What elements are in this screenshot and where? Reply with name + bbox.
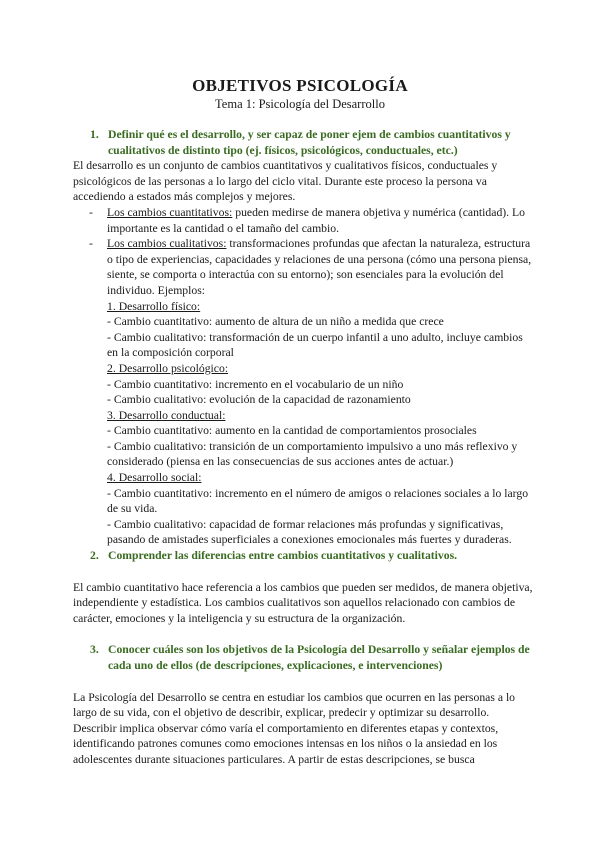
section-heading-text: Comprender las diferencias entre cambios cuantitativos y cualitativos. bbox=[108, 549, 458, 563]
section-number: 2. bbox=[90, 549, 99, 563]
section-2-heading bbox=[73, 548, 533, 564]
bullet-label: Los cambios cuantitativos: bbox=[107, 205, 233, 219]
example-label: 2. Desarrollo psicológico: bbox=[107, 361, 229, 375]
example-line: - Cambio cuantitativo: aumento de altura de un niño a medida que crece bbox=[107, 315, 444, 329]
bullet-quantitative bbox=[73, 205, 533, 236]
section-3-heading bbox=[73, 642, 533, 673]
bullet-dash: - bbox=[89, 237, 93, 251]
example-label: 3. Desarrollo conductual: bbox=[107, 408, 226, 422]
example-line: - Cambio cuantitativo: incremento en el número de amigos o relaciones sociales a lo largo de su vida. bbox=[107, 486, 529, 516]
bullet-text: pueden medirse de manera objetiva y numérica (cantidad). Lo importante es la cantidad o el tamaño del cambio. bbox=[107, 205, 526, 235]
example-social bbox=[73, 470, 533, 548]
example-label: 1. Desarrollo físico: bbox=[107, 299, 201, 313]
bullet-qualitative bbox=[73, 236, 533, 298]
example-physical bbox=[73, 299, 533, 361]
bullet-label: Los cambios cualitativos: bbox=[107, 237, 227, 251]
example-behavioral bbox=[73, 408, 533, 470]
section-3-body: La Psicología del Desarrollo se centra en estudiar los cambios que ocurren en las personas a lo largo de su vida, con el objetivo de describir, explicar, predecir y optimizar su desarrollo. Describir implica observar cómo varía el comportamiento en diferentes etapas y contextos, identificando patrones comunes como emociones intensas en los niños o la ansiedad en los adolescentes durante situaciones particulares. A partir de estas descripciones, se busca bbox=[73, 690, 516, 766]
section-1-heading bbox=[73, 127, 533, 158]
section-heading-text: Conocer cuáles son los objetivos de la Psicología del Desarrollo y señalar ejemplos de cada uno de ellos (de descripciones, explicaciones, e intervenciones) bbox=[108, 643, 530, 672]
example-line: - Cambio cuantitativo: aumento en la cantidad de comportamientos prosociales bbox=[107, 424, 477, 438]
section-1-intro: El desarrollo es un conjunto de cambios cuantitativos y cualitativos físicos, conductuales y psicológicos de las personas a lo largo del ciclo vital. Durante este proceso la persona va accediendo a estados más complejos y mejores. bbox=[73, 159, 498, 204]
example-line: - Cambio cuantitativo: incremento en el vocabulario de un niño bbox=[107, 377, 404, 391]
section-2-body: El cambio cuantitativo hace referencia a los cambios que pueden ser medidos, de manera objetiva, independiente y estadística. Los cambios cualitativos son aquellos relacionado con cambios de carácter, emociones y la inteligencia y su estructura de la organización. bbox=[73, 580, 533, 625]
example-label: 4. Desarrollo social: bbox=[107, 471, 202, 485]
example-line: - Cambio cualitativo: capacidad de formar relaciones más profundas y significativas, pasando de amistades superficiales a conexiones emocionales más fuertes y duraderas. bbox=[107, 517, 512, 547]
bullet-dash: - bbox=[89, 205, 93, 219]
document-body bbox=[73, 127, 533, 768]
section-number: 1. bbox=[90, 128, 99, 141]
example-line: - Cambio cualitativo: transición de un comportamiento impulsivo a uno más reflexivo y considerado (piensa en las consecuencias de sus acciones antes de actuar.) bbox=[107, 439, 518, 469]
section-heading-text: Definir qué es el desarrollo, y ser capaz de poner ejem de cambios cuantitativos y cualitativos de distinto tipo (ej. físicos, psicológicos, conductuales, etc.) bbox=[108, 128, 511, 157]
section-number: 3. bbox=[90, 643, 99, 657]
example-line: - Cambio cualitativo: evolución de la capacidad de razonamiento bbox=[107, 393, 411, 407]
bullet-text: transformaciones profundas que afectan la naturaleza, estructura o tipo de experiencias, capacidades y relaciones de una persona (cómo una persona piensa, siente, se comporta o interactúa con su entorno); son esenciales para la evolución del individuo. Ejemplos: bbox=[107, 237, 532, 297]
document-subtitle: Tema 1: Psicología del Desarrollo bbox=[215, 97, 385, 111]
example-psychological bbox=[73, 361, 533, 408]
example-line: - Cambio cualitativo: transformación de un cuerpo infantil a uno adulto, incluye cambios en la composición corporal bbox=[107, 330, 523, 360]
document-title: OBJETIVOS PSICOLOGÍA bbox=[192, 76, 408, 95]
